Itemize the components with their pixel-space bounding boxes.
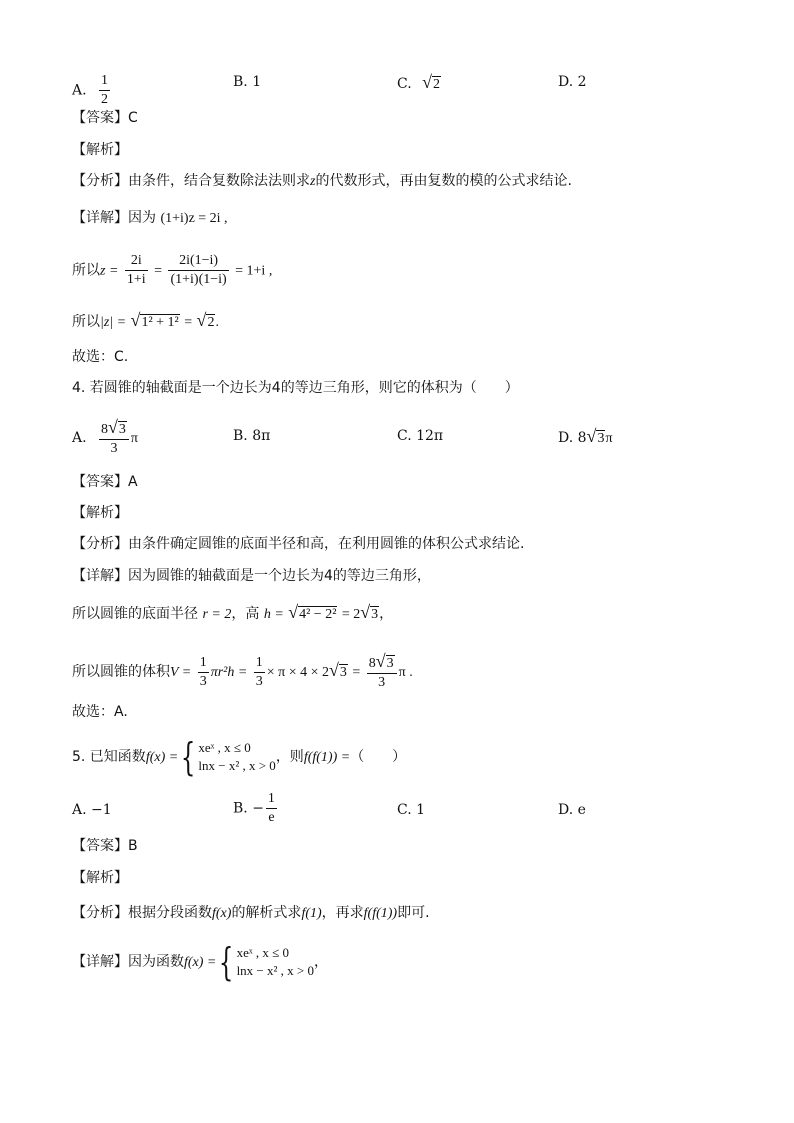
numerator: 2i (125, 252, 148, 271)
option-label: C. (397, 76, 412, 92)
q3-option-d: D. 2 (558, 74, 587, 90)
q5-option-c: C. 1 (397, 802, 426, 818)
math-expr: = 1+i , (235, 263, 273, 279)
sqrt: √3 (329, 660, 347, 680)
text: 因为圆锥的轴截面是一个边长为4的等边三角形， (128, 568, 431, 584)
option-label: A. (72, 82, 87, 99)
q5-option-a: A. −1 (72, 802, 112, 818)
q3-detail (72, 208, 228, 229)
q3-option-b: B. 1 (233, 74, 262, 90)
numerator: 1 (99, 72, 110, 91)
sqrt: √3 (108, 417, 126, 437)
text: ，再求 (321, 905, 364, 921)
q5-detail (72, 940, 328, 984)
math-expr: h = (263, 607, 284, 622)
case-1: xeˣ , x ≤ 0 (236, 945, 289, 960)
pi: π (130, 431, 138, 446)
radicand: 2 (433, 77, 441, 92)
fraction (254, 654, 265, 691)
q3-option-c (397, 72, 441, 95)
math-expr: z = (100, 263, 119, 279)
math-expr: f(x) (212, 906, 232, 921)
math-expr: f(x) = (184, 955, 217, 970)
text: 的解析式求 (231, 905, 302, 921)
radicand: 3 (339, 665, 347, 680)
math-expr: f(f(1)) (363, 906, 398, 921)
text: 由条件，结合复数除法法则求 (128, 173, 310, 189)
math-expr: × π × 4 × 2 (266, 665, 330, 680)
text: ， (379, 606, 394, 622)
radicand: 3 (371, 607, 379, 622)
text: ，高 (231, 606, 260, 622)
text: 由条件确定圆锥的底面半径和高，在利用圆锥的体积公式求结论. (128, 536, 525, 552)
sqrt: √4² − 2² (288, 602, 337, 622)
math-var: z (310, 174, 316, 189)
radicand: 2 (207, 315, 215, 330)
sqrt: √3 (375, 651, 394, 671)
sqrt: √1² + 1² (130, 310, 179, 330)
q5-fenxi (72, 903, 430, 924)
math-expr: πr²h = (210, 665, 248, 680)
sqrt: √3 (360, 602, 379, 622)
q3-choose: 故选：C. (72, 349, 129, 365)
fraction (198, 654, 209, 691)
radicand: 3 (118, 422, 126, 437)
text: 所以圆锥的体积 (72, 664, 170, 680)
q4-stem: 4. 若圆锥的轴截面是一个边长为4的等边三角形，则它的体积为（ ） (72, 380, 519, 396)
text: （ ） (350, 749, 407, 765)
option-label: B. − (233, 800, 264, 817)
q4-detail (72, 566, 431, 586)
math-expr: r = 2 (202, 607, 232, 622)
text: 所以 (72, 262, 100, 279)
numerator (99, 418, 129, 440)
text: 根据分段函数 (128, 905, 212, 921)
q3-fenxi (72, 171, 572, 192)
fenxi-tag: 【分析】 (72, 905, 128, 921)
fraction (99, 418, 129, 458)
math-expr: V = (170, 665, 192, 680)
denominator: e (268, 810, 275, 825)
case-2: lnx − x² , x > 0 (198, 758, 276, 773)
math-expr: . (215, 315, 219, 330)
fenxi-tag: 【分析】 (72, 536, 128, 552)
text: 所以圆锥的底面半径 (72, 606, 198, 622)
q3-option-a (72, 72, 112, 109)
fraction (367, 652, 397, 692)
q4-option-c: C. 12π (397, 428, 444, 444)
q4-line3 (72, 652, 413, 692)
radicand: 3 (386, 656, 394, 671)
fraction (125, 252, 148, 289)
text: 所以 (72, 314, 100, 330)
detail-tag: 【详解】 (72, 210, 128, 226)
q4-option-b: B. 8π (233, 428, 271, 444)
numerator: 1 (198, 654, 209, 673)
numerator: 1 (266, 790, 277, 809)
sqrt: √2 (196, 310, 215, 330)
denominator: 3 (378, 675, 386, 690)
text: 5. 已知函数 (72, 749, 146, 765)
q5-answer: 【答案】B (72, 838, 138, 854)
fraction (99, 72, 110, 109)
text: ，则 (275, 749, 304, 765)
q4-option-d (558, 426, 613, 449)
q4-answer: 【答案】A (72, 474, 138, 490)
piecewise-cases (237, 944, 314, 980)
case-1: xeˣ , x ≤ 0 (198, 740, 251, 755)
denominator: 2 (101, 92, 109, 107)
math-expr: |z| = (100, 315, 127, 330)
q5-option-d: D. e (558, 802, 586, 818)
math-expr: = (352, 665, 361, 680)
q3-line2: 所以z = $\frac{2i}{1+i}$ = $\frac{2i(1-i)}{(1+i)(1-i)}$ = 1+i , (72, 253, 273, 287)
radicand: 3 (597, 431, 605, 446)
text: 因为函数 (128, 954, 184, 970)
coef: 8 (368, 656, 376, 671)
math-expr: f(f(1)) = (303, 750, 351, 765)
fraction (168, 252, 228, 289)
text: 的代数形式，再由复数的模的公式求结论. (315, 173, 572, 189)
left-brace: { (181, 735, 196, 779)
q5-stem (72, 735, 407, 779)
text: ， (314, 954, 328, 970)
text: 因为 (128, 210, 156, 226)
q5-analysis-heading: 【解析】 (72, 870, 128, 886)
denominator: 3 (255, 673, 263, 689)
denominator: 1+i (126, 272, 146, 287)
left-brace: { (219, 940, 234, 984)
math-expr: (1+i)z = 2i , (160, 211, 228, 226)
q5-option-b (233, 790, 279, 827)
text: 即可. (397, 905, 430, 921)
option-label: D. 8 (558, 430, 587, 446)
q4-analysis-heading: 【解析】 (72, 505, 128, 521)
detail-tag: 【详解】 (72, 954, 128, 970)
denominator: (1+i)(1−i) (170, 272, 227, 287)
numerator (367, 652, 397, 674)
q4-option-a (72, 418, 138, 458)
sqrt: √3 (586, 426, 605, 446)
denominator: 3 (110, 441, 118, 456)
case-2: lnx − x² , x > 0 (236, 963, 314, 978)
q3-line3 (72, 310, 219, 333)
math-expr: f(x) = (145, 750, 179, 765)
radicand: 1² + 1² (141, 315, 179, 330)
q4-fenxi (72, 534, 524, 554)
sqrt: √2 (422, 72, 441, 92)
math-expr: f(1) (301, 906, 322, 921)
pi: π (605, 431, 613, 446)
piecewise-cases (198, 739, 275, 775)
fraction (266, 790, 277, 827)
q3-analysis-heading: 【解析】 (72, 142, 128, 158)
detail-tag: 【详解】 (72, 568, 128, 584)
math-expr: = 2 (341, 607, 361, 622)
math-expr: π . (398, 665, 413, 680)
q4-choose: 故选：A. (72, 704, 128, 720)
math-expr: = (184, 315, 193, 330)
q3-answer: 【答案】C (72, 110, 138, 126)
coef: 8 (101, 422, 109, 437)
q4-line2 (72, 602, 393, 625)
denominator: 3 (199, 673, 207, 689)
radicand: 4² − 2² (299, 607, 337, 622)
numerator: 1 (254, 654, 265, 673)
option-label: A. (72, 430, 87, 446)
numerator: 2i(1−i) (168, 252, 228, 271)
fenxi-tag: 【分析】 (72, 173, 128, 189)
